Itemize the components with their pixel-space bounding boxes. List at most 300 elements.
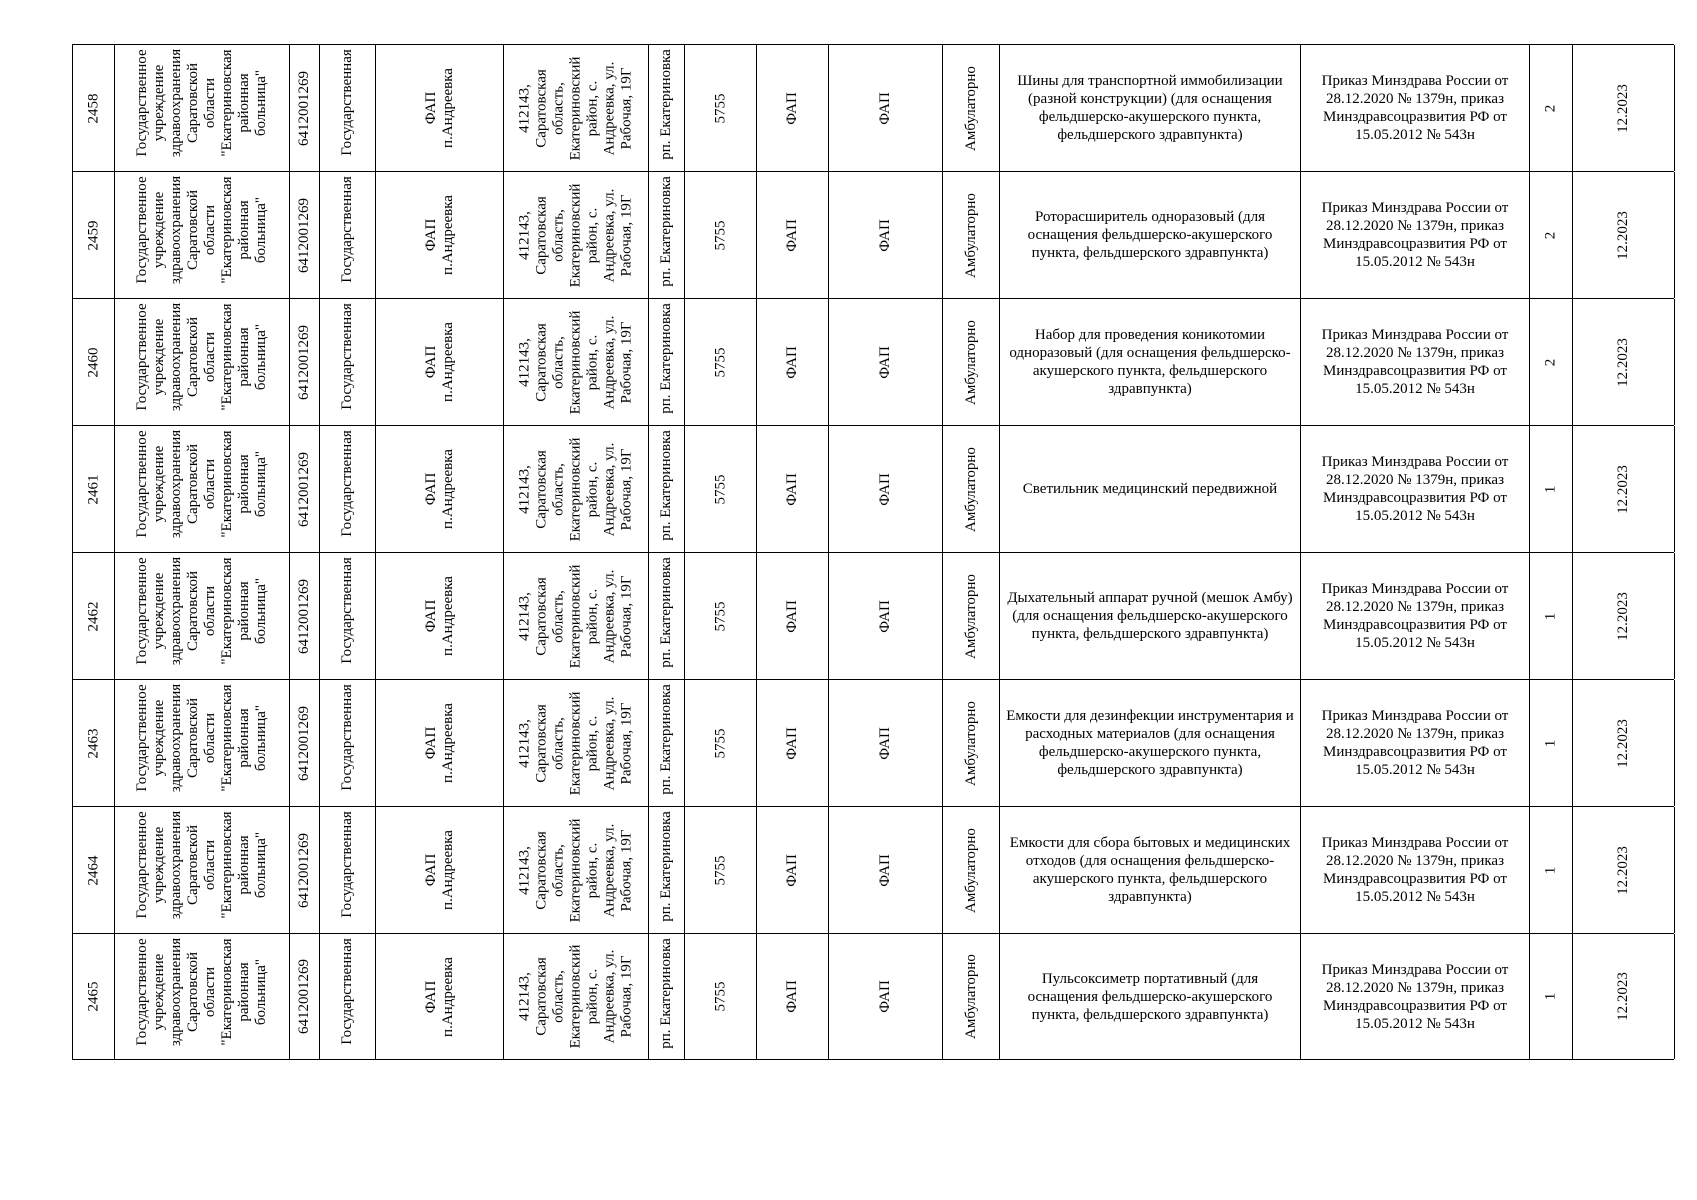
cell-code (685, 934, 756, 1059)
org-line: районная (236, 962, 253, 1022)
org-line: районная (236, 327, 253, 387)
cell-basis (1301, 299, 1529, 425)
code-text: 5755 (712, 981, 728, 1012)
cell-locality (649, 45, 684, 171)
address-text (516, 945, 635, 1049)
org-line: Государственное (134, 176, 151, 284)
cell-locality (649, 680, 684, 806)
care-text: Амбулаторно (962, 954, 979, 1039)
org-text (134, 684, 270, 792)
org-line: области (202, 458, 219, 510)
address-line: Саратовская (533, 449, 550, 529)
item-text: Пульсоксиметр портативный (для оснащения фельдшерско-акушерского пункта, фельдшерского здравпункта) (1027, 970, 1273, 1023)
address-line: Екатериновский (567, 56, 584, 160)
cell-care (943, 680, 999, 806)
cell-ownership (320, 680, 375, 806)
cell-date (1573, 45, 1674, 171)
ownership-text: Государственная (338, 303, 355, 410)
org-line: здравоохранения (168, 683, 185, 793)
ownership-text: Государственная (338, 430, 355, 537)
cell-item (1000, 553, 1300, 679)
care-text: Амбулаторно (962, 700, 979, 786)
address-line: Андреевка, ул. (601, 61, 618, 155)
cell-type1 (757, 934, 828, 1059)
inn-text: 6412001269 (296, 70, 312, 146)
cell-org (115, 680, 289, 806)
care-text: Амбулаторно (962, 573, 979, 659)
qty-text: 2 (1542, 358, 1559, 366)
org-line: области (202, 839, 219, 891)
cell-address (504, 426, 648, 552)
cell-inn (290, 807, 319, 933)
ownership-text: Государственная (338, 49, 355, 156)
qty-text: 2 (1542, 231, 1559, 239)
num-text: 2461 (85, 474, 101, 504)
type1-text: ФАП (783, 980, 800, 1013)
cell-qty (1530, 426, 1572, 552)
cell-address (504, 934, 648, 1059)
org-line: больница" (253, 704, 270, 772)
date-text: 12.2023 (1614, 83, 1631, 133)
address-line: Саратовская (533, 703, 550, 783)
org-line: "Екатериновская (219, 557, 236, 665)
address-text (516, 56, 635, 160)
code-text: 5755 (712, 855, 728, 885)
inn-text: 6412001269 (296, 832, 312, 908)
org-line: районная (236, 581, 253, 641)
table-row (72, 425, 1674, 552)
org-line: Государственное (134, 557, 151, 665)
cell-qty (1530, 934, 1572, 1059)
org-line: здравоохранения (168, 48, 185, 158)
unit-line: п.Андреевка (439, 830, 456, 910)
cell-locality (649, 299, 684, 425)
cell-inn (290, 426, 319, 552)
cell-unit (376, 426, 503, 552)
cell-type1 (757, 807, 828, 933)
basis-text: Приказ Минздрава России от 28.12.2020 № 1379н, приказ Минздравсоцразвития РФ от 15.05.2012 № 543н (1321, 454, 1509, 524)
type1-text: ФАП (783, 218, 800, 252)
cell-date (1573, 172, 1674, 298)
cell-type1 (757, 45, 828, 171)
cell-org (115, 172, 289, 298)
org-line: Государственное (134, 811, 151, 919)
code-text: 5755 (712, 93, 728, 123)
address-text (516, 691, 635, 795)
cell-qty (1530, 807, 1572, 933)
org-line: учреждение (151, 191, 168, 269)
org-line: здравоохранения (168, 937, 185, 1047)
cell-code (685, 172, 756, 298)
type2-text: ФАП (876, 218, 893, 252)
cell-care (943, 172, 999, 298)
cell-org (115, 807, 289, 933)
locality-text: рп. Екатериновка (657, 430, 674, 541)
org-text (134, 49, 270, 157)
cell-qty (1530, 553, 1572, 679)
code-text: 5755 (712, 728, 728, 758)
address-line: область, (550, 716, 567, 770)
org-line: Государственное (134, 49, 151, 157)
cell-code (685, 553, 756, 679)
unit-text (422, 449, 456, 529)
org-line: больница" (253, 958, 270, 1026)
basis-text: Приказ Минздрава России от 28.12.2020 № 1379н, приказ Минздравсоцразвития РФ от 15.05.2012 № 543н (1321, 708, 1509, 778)
cell-type2 (829, 807, 942, 933)
cell-type2 (829, 553, 942, 679)
address-line: Андреевка, ул. (601, 823, 618, 917)
qty-text: 1 (1542, 612, 1559, 620)
locality-text: рп. Екатериновка (657, 557, 674, 668)
org-line: районная (236, 454, 253, 514)
cell-date (1573, 680, 1674, 806)
address-line: область, (550, 589, 567, 643)
org-line: "Екатериновская (219, 811, 236, 919)
cell-item (1000, 680, 1300, 806)
org-text (134, 811, 270, 919)
org-line: области (202, 204, 219, 256)
ownership-text: Государственная (338, 938, 355, 1045)
address-line: область, (550, 462, 567, 516)
date-text: 12.2023 (1614, 845, 1631, 895)
cell-inn (290, 934, 319, 1059)
cell-ownership (320, 299, 375, 425)
org-line: учреждение (151, 445, 168, 523)
org-line: Государственное (134, 303, 151, 411)
cell-unit (376, 299, 503, 425)
unit-text (422, 830, 456, 910)
qty-text: 1 (1542, 485, 1559, 493)
address-line: Екатериновский (567, 183, 584, 287)
org-line: Саратовской (185, 444, 202, 525)
type1-text: ФАП (783, 726, 800, 760)
address-line: Саратовская (533, 68, 550, 148)
inn-text: 6412001269 (296, 324, 312, 400)
cell-item (1000, 45, 1300, 171)
unit-text (422, 576, 456, 656)
cell-item (1000, 934, 1300, 1059)
basis-text: Приказ Минздрава России от 28.12.2020 № 1379н, приказ Минздравсоцразвития РФ от 15.05.2012 № 543н (1321, 961, 1509, 1032)
org-line: Саратовской (185, 190, 202, 271)
ownership-text: Государственная (338, 176, 355, 283)
org-line: больница" (253, 69, 270, 137)
unit-text (422, 957, 456, 1037)
num-text: 2458 (85, 93, 101, 123)
org-line: Саратовской (185, 952, 202, 1033)
document-table (72, 44, 1674, 1061)
address-line: область, (550, 208, 567, 262)
care-text: Амбулаторно (962, 192, 979, 278)
org-line: Саратовской (185, 571, 202, 652)
table-row (72, 298, 1674, 425)
qty-text: 1 (1542, 866, 1559, 874)
locality-text: рп. Екатериновка (657, 811, 674, 922)
org-line: больница" (253, 450, 270, 518)
address-line: 412143, (516, 337, 533, 387)
cell-care (943, 299, 999, 425)
org-line: области (202, 712, 219, 764)
cell-basis (1301, 934, 1529, 1059)
cell-code (685, 45, 756, 171)
address-line: Саратовская (533, 576, 550, 656)
address-line: Рабочая, 19Г (618, 828, 635, 912)
org-line: районная (236, 200, 253, 260)
cell-care (943, 934, 999, 1059)
address-line: Андреевка, ул. (601, 569, 618, 663)
org-line: больница" (253, 577, 270, 645)
cell-basis (1301, 807, 1529, 933)
org-line: больница" (253, 323, 270, 391)
cell-item (1000, 299, 1300, 425)
address-line: Саратовская (533, 322, 550, 402)
cell-locality (649, 807, 684, 933)
address-line: 412143, (516, 83, 533, 133)
item-text: Шины для транспортной иммобилизации (разной конструкции) (для оснащения фельдшерско-акушерского пункта, фельдшерского здравпункта) (1017, 73, 1283, 143)
ownership-text: Государственная (338, 557, 355, 664)
basis-text: Приказ Минздрава России от 28.12.2020 № 1379н, приказ Минздравсоцразвития РФ от 15.05.2012 № 543н (1321, 835, 1509, 905)
org-line: здравоохранения (168, 175, 185, 285)
column-divider (1674, 807, 1675, 933)
qty-text: 2 (1542, 104, 1559, 112)
cell-care (943, 426, 999, 552)
address-line: Андреевка, ул. (601, 188, 618, 282)
cell-date (1573, 299, 1674, 425)
address-line: Рабочая, 19Г (618, 955, 635, 1038)
cell-item (1000, 807, 1300, 933)
basis-text: Приказ Минздрава России от 28.12.2020 № 1379н, приказ Минздравсоцразвития РФ от 15.05.2012 № 543н (1321, 73, 1509, 143)
cell-address (504, 680, 648, 806)
date-text: 12.2023 (1614, 972, 1631, 1021)
address-line: область, (550, 843, 567, 897)
cell-ownership (320, 426, 375, 552)
org-line: учреждение (151, 953, 168, 1031)
org-line: больница" (253, 831, 270, 899)
org-line: Государственное (134, 430, 151, 538)
cell-care (943, 45, 999, 171)
cell-org (115, 553, 289, 679)
org-text (134, 303, 270, 411)
org-line: "Екатериновская (219, 49, 236, 157)
cell-qty (1530, 299, 1572, 425)
locality-text: рп. Екатериновка (657, 176, 674, 287)
address-line: район, с. (584, 842, 601, 898)
org-line: Саратовской (185, 63, 202, 144)
address-line: Екатериновский (567, 818, 584, 922)
unit-line: ФАП (422, 345, 439, 379)
care-text: Амбулаторно (962, 446, 979, 532)
cell-type1 (757, 426, 828, 552)
org-line: Саратовской (185, 698, 202, 779)
org-line: Саратовской (185, 825, 202, 906)
org-text (134, 938, 270, 1046)
cell-unit (376, 45, 503, 171)
org-line: здравоохранения (168, 302, 185, 412)
address-line: Андреевка, ул. (601, 949, 618, 1044)
address-line: район, с. (584, 968, 601, 1025)
cell-care (943, 807, 999, 933)
org-line: области (202, 966, 219, 1018)
address-line: Рабочая, 19Г (618, 701, 635, 785)
org-text (134, 557, 270, 665)
cell-ownership (320, 45, 375, 171)
unit-line: ФАП (422, 218, 439, 252)
address-line: Андреевка, ул. (601, 315, 618, 409)
unit-line: п.Андреевка (439, 956, 456, 1037)
org-line: учреждение (151, 64, 168, 142)
type1-text: ФАП (783, 853, 800, 887)
cell-unit (376, 680, 503, 806)
cell-address (504, 45, 648, 171)
address-line: район, с. (584, 715, 601, 771)
org-line: "Екатериновская (219, 303, 236, 411)
type1-text: ФАП (783, 472, 800, 506)
table-row (72, 679, 1674, 806)
locality-text: рп. Екатериновка (657, 938, 674, 1049)
address-line: область, (550, 81, 567, 135)
cell-qty (1530, 45, 1572, 171)
org-line: Саратовской (185, 317, 202, 398)
care-text: Амбулаторно (962, 65, 979, 151)
cell-care (943, 553, 999, 679)
unit-line: п.Андреевка (439, 703, 456, 783)
date-text: 12.2023 (1614, 464, 1631, 514)
org-line: "Екатериновская (219, 176, 236, 284)
address-line: область, (550, 335, 567, 389)
cell-basis (1301, 172, 1529, 298)
ownership-text: Государственная (338, 684, 355, 791)
column-divider (1674, 934, 1675, 1059)
cell-date (1573, 934, 1674, 1059)
cell-locality (649, 934, 684, 1059)
column-divider (1674, 426, 1675, 552)
type1-text: ФАП (783, 599, 800, 633)
unit-line: ФАП (422, 980, 439, 1013)
address-text (516, 818, 635, 922)
code-text: 5755 (712, 601, 728, 631)
address-line: Екатериновский (567, 310, 584, 414)
org-line: учреждение (151, 699, 168, 777)
basis-text: Приказ Минздрава России от 28.12.2020 № 1379н, приказ Минздравсоцразвития РФ от 15.05.2012 № 543н (1321, 327, 1509, 397)
type2-text: ФАП (876, 853, 893, 887)
cell-locality (649, 172, 684, 298)
type1-text: ФАП (783, 345, 800, 379)
org-line: "Екатериновская (219, 684, 236, 792)
cell-org (115, 426, 289, 552)
address-line: район, с. (584, 207, 601, 263)
unit-line: п.Андреевка (439, 195, 456, 275)
unit-line: п.Андреевка (439, 322, 456, 402)
address-line: Саратовская (533, 195, 550, 275)
cell-basis (1301, 680, 1529, 806)
item-text: Дыхательный аппарат ручной (мешок Амбу) (для оснащения фельдшерско-акушерского пункта, фельдшерского здравпункта) (1007, 590, 1293, 642)
address-line: 412143, (516, 718, 533, 768)
qty-text: 1 (1542, 739, 1559, 747)
table-row (72, 552, 1674, 679)
item-text: Роторасширитель одноразовый (для оснащения фельдшерско-акушерского пункта, фельдшерского здравпункта) (1027, 209, 1273, 261)
org-line: районная (236, 708, 253, 768)
cell-ownership (320, 807, 375, 933)
org-line: здравоохранения (168, 556, 185, 666)
locality-text: рп. Екатериновка (657, 303, 674, 414)
unit-text (422, 68, 456, 148)
item-text: Набор для проведения коникотомии одноразовый (для оснащения фельдшерско-акушерского пункта, фельдшерского здравпункта) (1009, 327, 1291, 397)
cell-locality (649, 553, 684, 679)
address-line: район, с. (584, 80, 601, 136)
address-text (516, 437, 635, 541)
unit-text (422, 322, 456, 402)
table-row (72, 933, 1674, 1060)
date-text: 12.2023 (1614, 718, 1631, 768)
org-line: области (202, 77, 219, 129)
type2-text: ФАП (876, 980, 893, 1013)
type2-text: ФАП (876, 726, 893, 760)
table-row (72, 44, 1674, 171)
cell-address (504, 172, 648, 298)
date-text: 12.2023 (1614, 337, 1631, 387)
num-text: 2459 (85, 220, 101, 250)
cell-inn (290, 172, 319, 298)
address-line: область, (550, 970, 567, 1023)
unit-line: ФАП (422, 726, 439, 760)
address-line: Рабочая, 19Г (618, 193, 635, 277)
unit-line: ФАП (422, 599, 439, 633)
address-line: 412143, (516, 845, 533, 895)
address-line: район, с. (584, 334, 601, 390)
cell-qty (1530, 172, 1572, 298)
ownership-text: Государственная (338, 811, 355, 918)
type2-text: ФАП (876, 345, 893, 379)
basis-text: Приказ Минздрава России от 28.12.2020 № 1379н, приказ Минздравсоцразвития РФ от 15.05.2012 № 543н (1321, 581, 1509, 651)
inn-text: 6412001269 (296, 451, 312, 527)
cell-date (1573, 553, 1674, 679)
cell-inn (290, 680, 319, 806)
cell-basis (1301, 426, 1529, 552)
org-line: "Екатериновская (219, 938, 236, 1046)
cell-code (685, 807, 756, 933)
cell-basis (1301, 553, 1529, 679)
org-line: учреждение (151, 318, 168, 396)
cell-type2 (829, 172, 942, 298)
date-text: 12.2023 (1614, 591, 1631, 641)
table-row (72, 806, 1674, 933)
cell-inn (290, 45, 319, 171)
cell-code (685, 299, 756, 425)
org-line: здравоохранения (168, 810, 185, 920)
address-line: Андреевка, ул. (601, 442, 618, 536)
org-line: больница" (253, 196, 270, 264)
cell-unit (376, 553, 503, 679)
org-line: здравоохранения (168, 429, 185, 539)
address-line: Екатериновский (567, 691, 584, 795)
address-line: Екатериновский (567, 944, 584, 1049)
address-line: 412143, (516, 464, 533, 514)
date-text: 12.2023 (1614, 210, 1631, 260)
address-line: Рабочая, 19Г (618, 447, 635, 531)
cell-type1 (757, 299, 828, 425)
address-line: Екатериновский (567, 564, 584, 668)
cell-date (1573, 807, 1674, 933)
code-text: 5755 (712, 220, 728, 250)
address-line: Андреевка, ул. (601, 696, 618, 790)
address-line: Саратовская (533, 957, 550, 1036)
cell-org (115, 299, 289, 425)
cell-type2 (829, 934, 942, 1059)
org-line: области (202, 585, 219, 637)
cell-address (504, 299, 648, 425)
cell-basis (1301, 45, 1529, 171)
qty-text: 1 (1542, 992, 1559, 1001)
type2-text: ФАП (876, 91, 893, 125)
